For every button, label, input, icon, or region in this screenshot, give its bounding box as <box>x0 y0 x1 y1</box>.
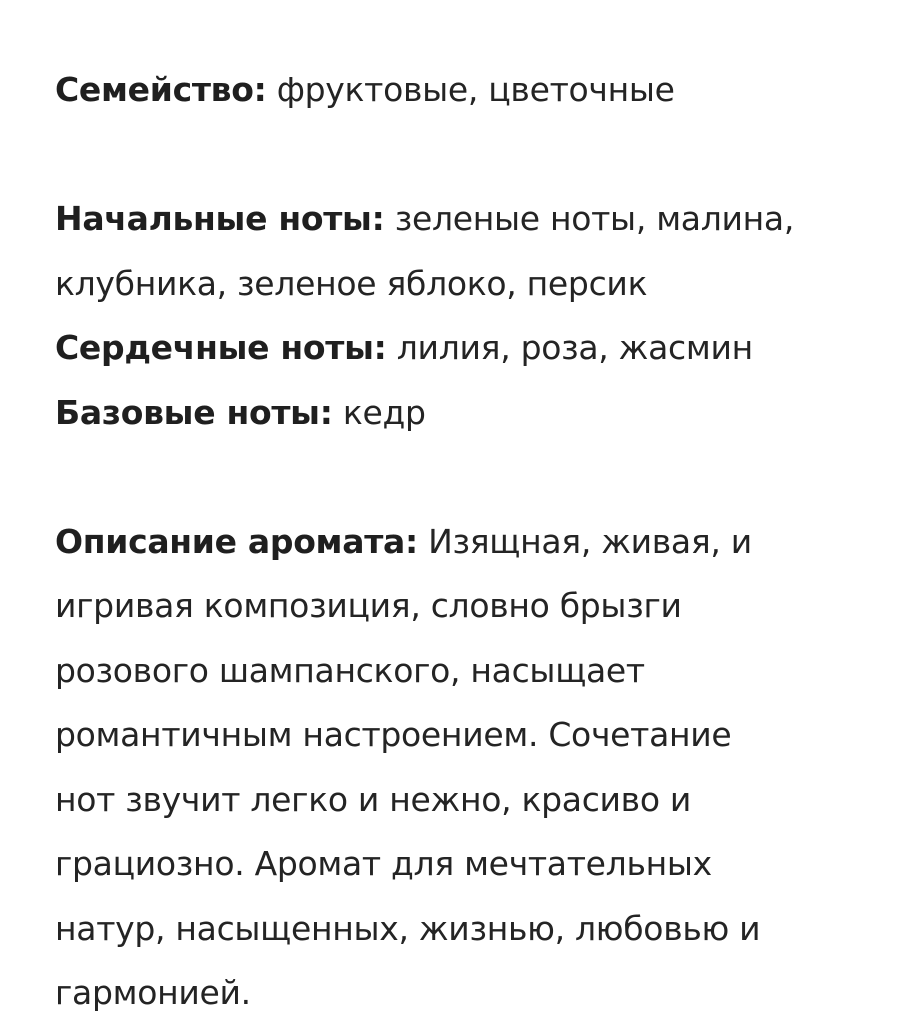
description-line: нот звучит легко и нежно, красиво и <box>55 779 692 819</box>
base-notes-label: Базовые ноты: <box>55 392 333 432</box>
description-paragraph <box>55 510 895 1026</box>
family-label: Семейство: <box>55 70 267 109</box>
description-label: Описание аромата: <box>55 521 418 561</box>
spacer <box>55 123 895 188</box>
base-notes-value: кедр <box>342 392 426 432</box>
family-paragraph <box>55 58 895 123</box>
top-notes-label: Начальные ноты: <box>55 199 385 238</box>
description-line: натур, насыщенных, жизнью, любовью и <box>55 908 761 948</box>
description-line: игривая композиция, словно брызги <box>55 586 682 625</box>
top-notes-value: зеленые ноты, малина, <box>394 199 795 238</box>
description-line: романтичным настроением. Сочетание <box>55 715 732 754</box>
top-notes-value-continued: клубника, зеленое яблоко, персик <box>55 263 648 303</box>
description-line: розового шампанского, насыщает <box>55 650 645 690</box>
perfume-description-text <box>55 58 895 1026</box>
family-value: фруктовые, цветочные <box>276 70 675 109</box>
heart-notes-value: лилия, роза, жасмин <box>396 328 753 367</box>
notes-paragraph <box>55 187 895 445</box>
description-line: Изящная, живая, и <box>428 521 752 561</box>
spacer <box>55 445 895 510</box>
heart-notes-label: Сердечные ноты: <box>55 328 387 367</box>
description-line: грациозно. Аромат для мечтательных <box>55 844 712 883</box>
description-line: гармонией. <box>55 973 251 1012</box>
